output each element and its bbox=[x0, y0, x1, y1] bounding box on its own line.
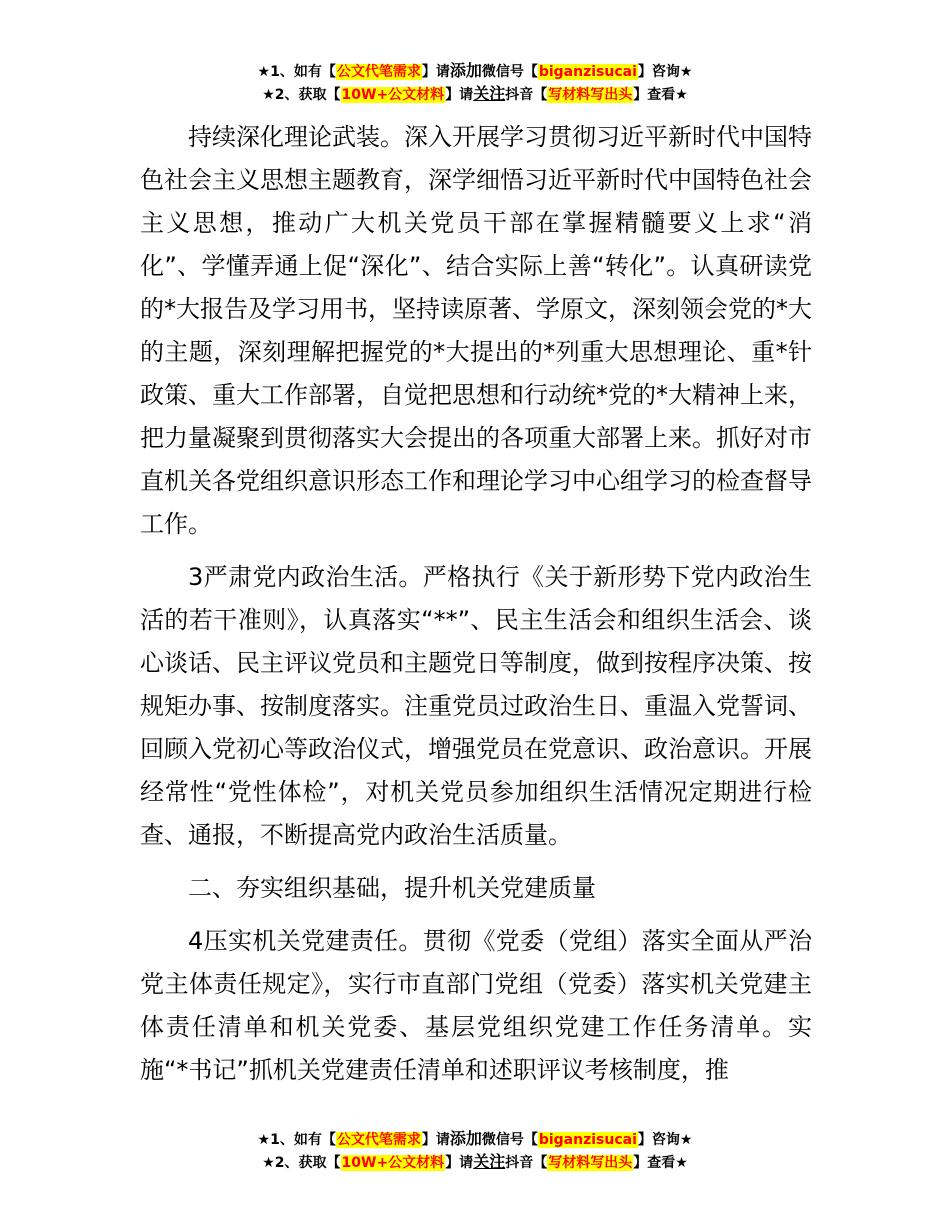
paragraph-political-life: 3严肃党内政治生活。严格执行《关于新形势下党内政治生活的若干准则》，认真落实“**”、民主生活会和组织生活会、谈心谈话、民主评议党员和主题党日等制度，做到按程序决策、按规矩办事、按制度落实。注重党员过政治生日、重温入党誓词、回顾入党初心等政治仪式，增强党员在党意识、政治意识。开展经常性“党性体检”，对机关党员参加组织生活情况定期进行检查、通报，不断提高党内政治生活质量。 bbox=[140, 563, 812, 849]
star-icon: ★ bbox=[262, 1155, 275, 1171]
banner-text: 】请 bbox=[445, 87, 474, 103]
banner-text: 】请 bbox=[445, 1155, 474, 1171]
banner-highlight: 10W+公文材料 bbox=[341, 1155, 445, 1171]
banner-text: 微信号【 bbox=[481, 64, 538, 80]
banner-highlight: 10W+公文材料 bbox=[341, 87, 445, 103]
banner-highlight: biganzisucai bbox=[538, 64, 637, 80]
banner-text: 抖音【 bbox=[505, 87, 548, 103]
banner-emphasis: 添加 bbox=[449, 61, 482, 80]
banner-emphasis: 关注 bbox=[473, 1152, 506, 1171]
banner-emphasis: 关注 bbox=[473, 84, 506, 103]
banner-line-1 bbox=[0, 1128, 950, 1151]
banner-text: 】请 bbox=[421, 1132, 450, 1148]
banner-text: 微信号【 bbox=[481, 1132, 538, 1148]
star-icon: ★ bbox=[679, 64, 693, 80]
banner-text: 2、获取【 bbox=[274, 1155, 341, 1171]
star-icon: ★ bbox=[262, 87, 275, 103]
star-icon: ★ bbox=[675, 1155, 688, 1171]
document-body bbox=[140, 116, 812, 1102]
banner-text: 】查看 bbox=[633, 87, 676, 103]
banner-line-2 bbox=[0, 83, 950, 106]
footer-banner bbox=[0, 1128, 950, 1174]
banner-text: 2、获取【 bbox=[274, 87, 341, 103]
banner-emphasis: 添加 bbox=[449, 1129, 482, 1148]
banner-highlight: biganzisucai bbox=[538, 1132, 637, 1148]
star-icon: ★ bbox=[675, 87, 688, 103]
paragraph-theory-arming: 持续深化理论武装。深入开展学习贯彻习近平新时代中国特色社会主义思想主题教育，深学细悟习近平新时代中国特色社会主义思想，推动广大机关党员干部在掌握精髓要义上求“消化”、学懂弄通上促“深化”、结合实际上善“转化”。认真研读党的*大报告及学习用书，坚持读原著、学原文，深刻领会党的*大的主题，深刻理解把握党的*大提出的*列重大思想理论、重*针政策、重大工作部署，自觉把思想和行动统*党的*大精神上来，把力量凝聚到贯彻落实大会提出的各项重大部署上来。抓好对市直机关各党组织意识形态工作和理论学习中心组学习的检查督导工作。 bbox=[140, 123, 812, 538]
banner-text: 】咨询 bbox=[637, 64, 680, 80]
banner-text: 】请 bbox=[421, 64, 450, 80]
section-heading: 二、夯实组织基础，提升机关党建质量 bbox=[188, 874, 596, 902]
banner-highlight: 写材料写出头 bbox=[548, 87, 633, 103]
banner-line-2 bbox=[0, 1151, 950, 1174]
header-banner bbox=[0, 60, 950, 106]
banner-text: 】查看 bbox=[633, 1155, 676, 1171]
banner-text: 抖音【 bbox=[505, 1155, 548, 1171]
banner-text: 】咨询 bbox=[637, 1132, 680, 1148]
star-icon: ★ bbox=[679, 1132, 693, 1148]
star-icon: ★ bbox=[257, 64, 271, 80]
banner-highlight: 公文代笔需求 bbox=[336, 1132, 421, 1148]
banner-highlight: 写材料写出头 bbox=[548, 1155, 633, 1171]
star-icon: ★ bbox=[257, 1132, 271, 1148]
banner-text: 1、如有【 bbox=[270, 64, 336, 80]
banner-text: 1、如有【 bbox=[270, 1132, 336, 1148]
paragraph-party-responsibility: 4压实机关党建责任。贯彻《党委（党组）落实全面从严治党主体责任规定》，实行市直部门党组（党委）落实机关党建主体责任清单和机关党委、基层党组织党建工作任务清单。实施“*书记”抓机关党建责任清单和述职评议考核制度，推 bbox=[140, 927, 812, 1084]
banner-highlight: 公文代笔需求 bbox=[336, 64, 421, 80]
banner-line-1 bbox=[0, 60, 950, 83]
